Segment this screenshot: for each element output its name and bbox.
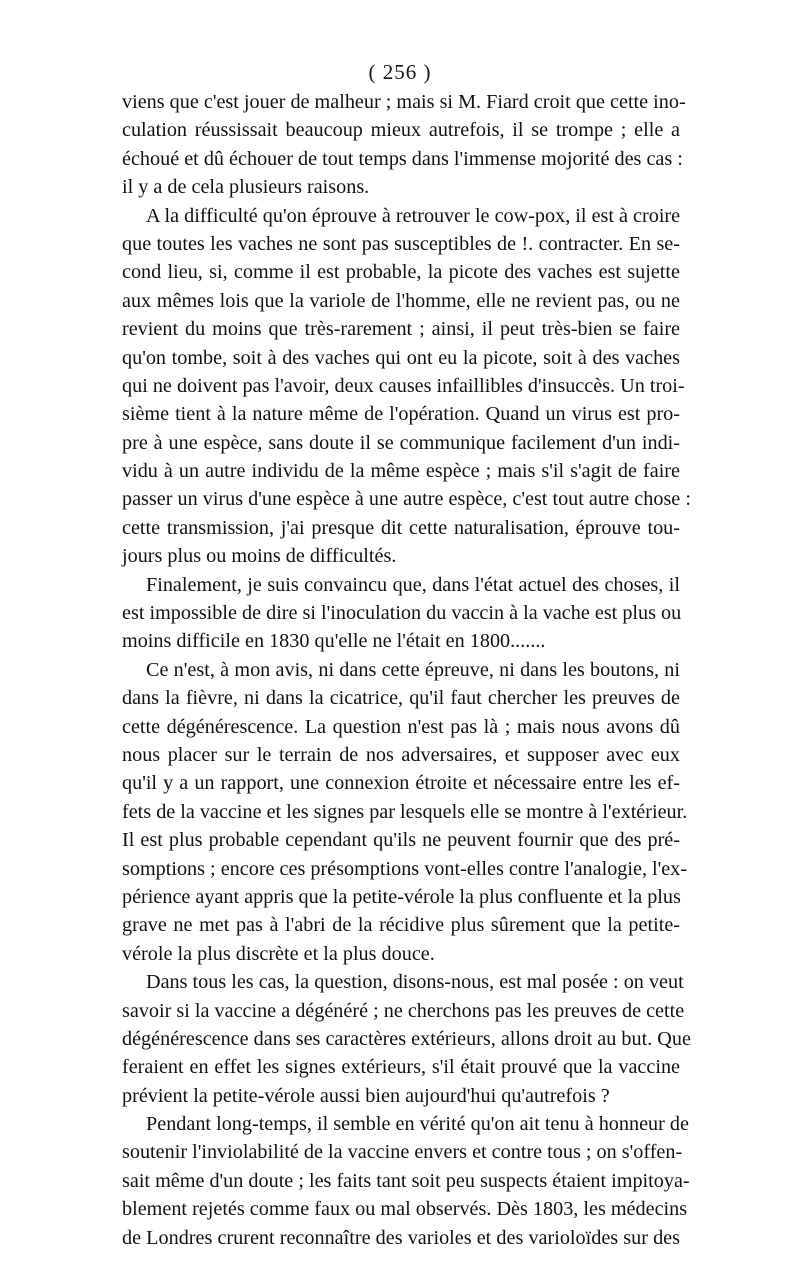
paragraph <box>122 202 691 571</box>
text-line: périence ayant appris que la petite-vérole la plus confluente et la plus <box>122 885 681 908</box>
text-line: échoué et dû échouer de tout temps dans l'immense mojorité des cas : <box>122 147 683 170</box>
text-line: qui ne doivent pas l'avoir, deux causes infaillibles d'insuccès. Un troi- <box>122 374 685 397</box>
text-line: pre à une espèce, sans doute il se communique facilement d'un indi- <box>122 431 680 454</box>
text-line: cette dégénérescence. La question n'est pas là ; mais nous avons dû <box>122 715 680 738</box>
text-line: A la difficulté qu'on éprouve à retrouver le cow-pox, il est à croire <box>146 204 681 227</box>
text-line: nous placer sur le terrain de nos adversaires, et supposer avec eux <box>122 743 680 766</box>
text-line: culation réussissait beaucoup mieux autrefois, il se trompe ; elle a <box>122 119 680 142</box>
text-line: cond lieu, si, comme il est probable, la picote des vaches est sujette <box>122 261 680 284</box>
text-line: Pendant long-temps, il semble en vérité qu'on ait tenu à honneur de <box>146 1113 689 1136</box>
text-line: de Londres crurent reconnaître des varioles et des varioloïdes sur des <box>122 1226 680 1249</box>
text-line: grave ne met pas à l'abri de la récidive plus sûrement que la petite- <box>122 914 680 937</box>
text-line: vérole la plus discrète et la plus douce. <box>122 942 435 965</box>
text-line: cette transmission, j'ai presque dit cette naturalisation, éprouve tou- <box>122 516 680 539</box>
text-line: Ce n'est, à mon avis, ni dans cette épreuve, ni dans les boutons, ni <box>146 658 680 681</box>
text-line: qu'on tombe, soit à des vaches qui ont eu la picote, soit à des vaches <box>122 346 680 369</box>
text-line: il y a de cela plusieurs raisons. <box>122 176 370 199</box>
body-text <box>122 88 691 1252</box>
text-line: prévient la petite-vérole aussi bien aujourd'hui qu'autrefois ? <box>122 1084 610 1107</box>
text-line: revient du moins que très-rarement ; ainsi, il peut très-bien se faire <box>122 318 680 341</box>
text-line: dans la fièvre, ni dans la cicatrice, qu'il faut chercher les preuves de <box>122 687 680 710</box>
text-line: fets de la vaccine et les signes par lesquels elle se montre à l'extérieur. <box>122 800 688 823</box>
paragraph <box>122 88 686 202</box>
text-line: moins difficile en 1830 qu'elle ne l'était en 1800....... <box>122 630 546 653</box>
text-line: Dans tous les cas, la question, disons-nous, est mal posée : on veut <box>146 971 684 994</box>
text-line: soutenir l'inviolabilité de la vaccine envers et contre tous ; on s'offen- <box>122 1141 683 1164</box>
text-line: passer un virus d'une espèce à une autre espèce, c'est tout autre chose : <box>122 488 691 511</box>
text-line: sait même d'un doute ; les faits tant soit peu suspects étaient impitoya- <box>122 1169 690 1192</box>
text-line: viens que c'est jouer de malheur ; mais si M. Fiard croit que cette ino- <box>122 91 686 113</box>
text-line: savoir si la vaccine a dégénéré ; ne cherchons pas les preuves de cette <box>122 999 685 1022</box>
paragraph <box>122 968 691 1110</box>
page-number: ( 256 ) <box>368 60 432 84</box>
text-line: aux mêmes lois que la variole de l'homme, elle ne revient pas, ou ne <box>122 289 680 312</box>
text-line: jours plus ou moins de difficultés. <box>122 545 397 568</box>
text-line: somptions ; encore ces présomptions vont-elles contre l'analogie, l'ex- <box>122 857 688 880</box>
paragraph <box>122 571 680 656</box>
text-line: vidu à un autre individu de la même espèce ; mais s'il s'agit de faire <box>122 460 680 483</box>
text-line: Il est plus probable cependant qu'ils ne peuvent fournir que des pré- <box>122 829 680 852</box>
text-line: sième tient à la nature même de l'opération. Quand un virus est pro- <box>122 403 680 426</box>
text-line: qu'il y a un rapport, une connexion étroite et nécessaire entre les ef- <box>122 772 680 795</box>
text-line: est impossible de dire si l'inoculation du vaccin à la vache est plus ou <box>122 602 682 625</box>
text-line: que toutes les vaches ne sont pas susceptibles de !. contracter. En se- <box>122 232 680 255</box>
text-line: feraient en effet les signes extérieurs, s'il était prouvé que la vaccine <box>122 1056 680 1079</box>
text-line: Finalement, je suis convaincu que, dans l'état actuel des choses, il <box>146 573 680 596</box>
paragraph <box>122 656 688 968</box>
text-line: blement rejetés comme faux ou mal observés. Dès 1803, les médecins <box>122 1198 688 1221</box>
text-line: dégénérescence dans ses caractères extérieurs, allons droit au but. Que <box>122 1027 691 1050</box>
paragraph <box>122 1110 690 1252</box>
